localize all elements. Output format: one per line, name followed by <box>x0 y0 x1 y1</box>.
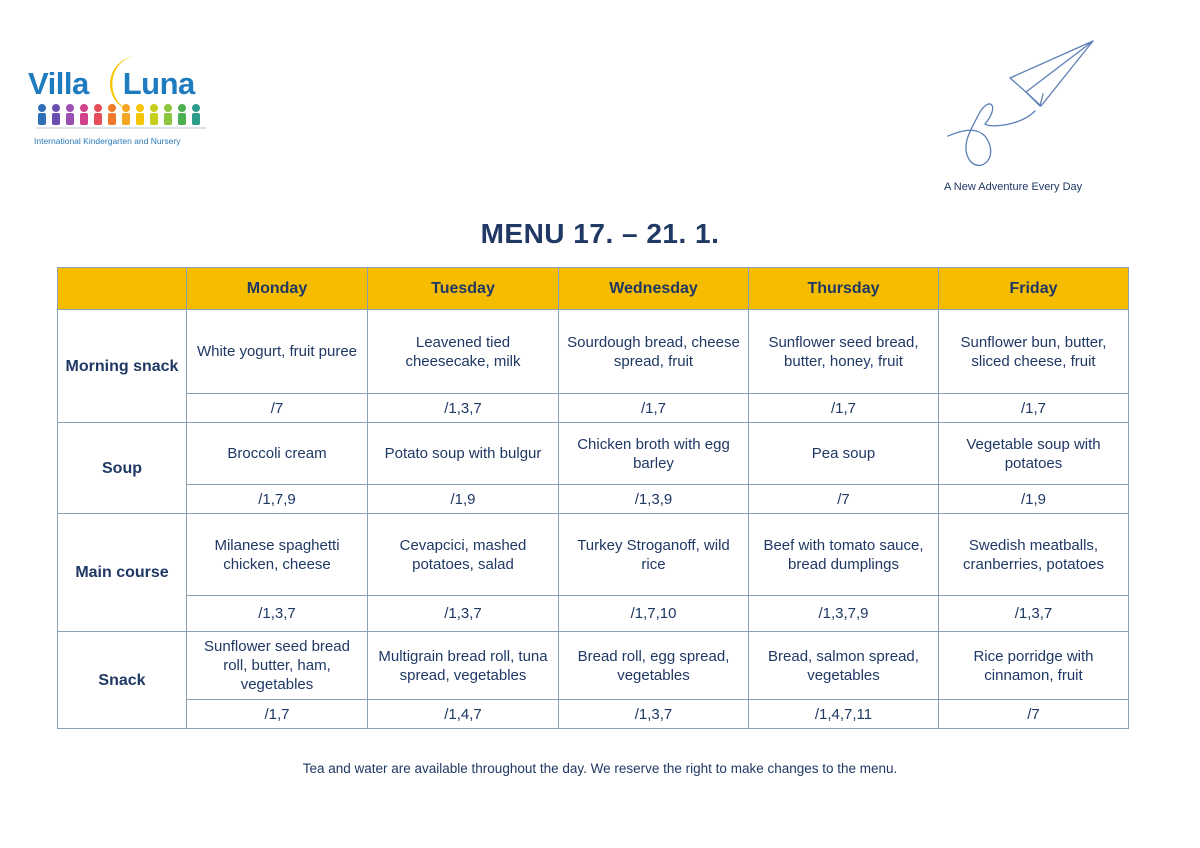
allergen-row <box>58 485 1129 514</box>
allergen-cell: /1,3,7 <box>187 596 368 632</box>
allergen-cell: /7 <box>939 700 1129 729</box>
allergen-cell: /1,3,7 <box>559 700 749 729</box>
dish-cell: Rice porridge with cinnamon, fruit <box>939 632 1129 700</box>
allergen-cell: /1,7,10 <box>559 596 749 632</box>
dish-cell: Milanese spaghetti chicken, cheese <box>187 514 368 596</box>
allergen-cell: /1,7,9 <box>187 485 368 514</box>
dish-cell: Leavened tied cheesecake, milk <box>368 310 559 394</box>
meal-label: Main course <box>58 514 187 632</box>
page-title: MENU 17. – 21. 1. <box>480 218 720 249</box>
allergen-cell: /1,9 <box>368 485 559 514</box>
logo-subtitle: International Kindergarten and Nursery <box>34 136 181 146</box>
allergen-cell: /1,7 <box>749 394 939 423</box>
allergen-cell: /1,3,7,9 <box>749 596 939 632</box>
tagline: A New Adventure Every Day <box>944 181 1083 193</box>
allergen-cell: /1,7 <box>939 394 1129 423</box>
dish-cell: Bread, salmon spread, vegetables <box>749 632 939 700</box>
meal-label: Snack <box>58 632 187 729</box>
day-header: Tuesday <box>368 268 559 310</box>
logo-name-luna: Luna <box>122 66 195 101</box>
allergen-cell: /1,4,7 <box>368 700 559 729</box>
allergen-row <box>58 394 1129 423</box>
footer-note: Tea and water are available throughout the day. We reserve the right to make changes to the menu. <box>302 761 898 776</box>
allergen-row <box>58 700 1129 729</box>
meal-label: Morning snack <box>58 310 187 423</box>
logo-name <box>28 66 195 102</box>
children-figures-icon <box>34 102 209 130</box>
dish-cell: Broccoli cream <box>187 423 368 485</box>
logo-name-villa: Villa <box>28 66 89 101</box>
dish-cell: Turkey Stroganoff, wild rice <box>559 514 749 596</box>
dish-cell: Sunflower bun, butter, sliced cheese, fruit <box>939 310 1129 394</box>
allergen-cell: /1,7 <box>187 700 368 729</box>
allergen-cell: /1,3,7 <box>368 394 559 423</box>
header-corner <box>58 268 187 310</box>
dish-row <box>58 310 1129 394</box>
allergen-cell: /1,3,9 <box>559 485 749 514</box>
allergen-cell: /1,7 <box>559 394 749 423</box>
dish-cell: Sunflower seed bread roll, butter, ham, vegetables <box>187 632 368 700</box>
day-header: Thursday <box>749 268 939 310</box>
dish-cell: Sunflower seed bread, butter, honey, fruit <box>749 310 939 394</box>
dish-cell: Beef with tomato sauce, bread dumplings <box>749 514 939 596</box>
dish-cell: Pea soup <box>749 423 939 485</box>
dish-cell: Vegetable soup with potatoes <box>939 423 1129 485</box>
dish-cell: Sourdough bread, cheese spread, fruit <box>559 310 749 394</box>
allergen-cell: /1,9 <box>939 485 1129 514</box>
allergen-row <box>58 596 1129 632</box>
logo <box>28 50 218 150</box>
meal-label: Soup <box>58 423 187 514</box>
day-header: Monday <box>187 268 368 310</box>
dish-row <box>58 632 1129 700</box>
dish-cell: Chicken broth with egg barley <box>559 423 749 485</box>
allergen-cell: /1,3,7 <box>368 596 559 632</box>
allergen-cell: /7 <box>187 394 368 423</box>
paper-plane-icon <box>940 36 1110 176</box>
day-header: Wednesday <box>559 268 749 310</box>
dish-row <box>58 423 1129 485</box>
day-header: Friday <box>939 268 1129 310</box>
dish-cell: White yogurt, fruit puree <box>187 310 368 394</box>
dish-cell: Potato soup with bulgur <box>368 423 559 485</box>
menu-table <box>57 267 1129 729</box>
allergen-cell: /1,4,7,11 <box>749 700 939 729</box>
header-row <box>58 268 1129 310</box>
dish-cell: Bread roll, egg spread, vegetables <box>559 632 749 700</box>
dish-cell: Cevapcici, mashed potatoes, salad <box>368 514 559 596</box>
allergen-cell: /7 <box>749 485 939 514</box>
dish-row <box>58 514 1129 596</box>
allergen-cell: /1,3,7 <box>939 596 1129 632</box>
dish-cell: Multigrain bread roll, tuna spread, vegetables <box>368 632 559 700</box>
dish-cell: Swedish meatballs, cranberries, potatoes <box>939 514 1129 596</box>
